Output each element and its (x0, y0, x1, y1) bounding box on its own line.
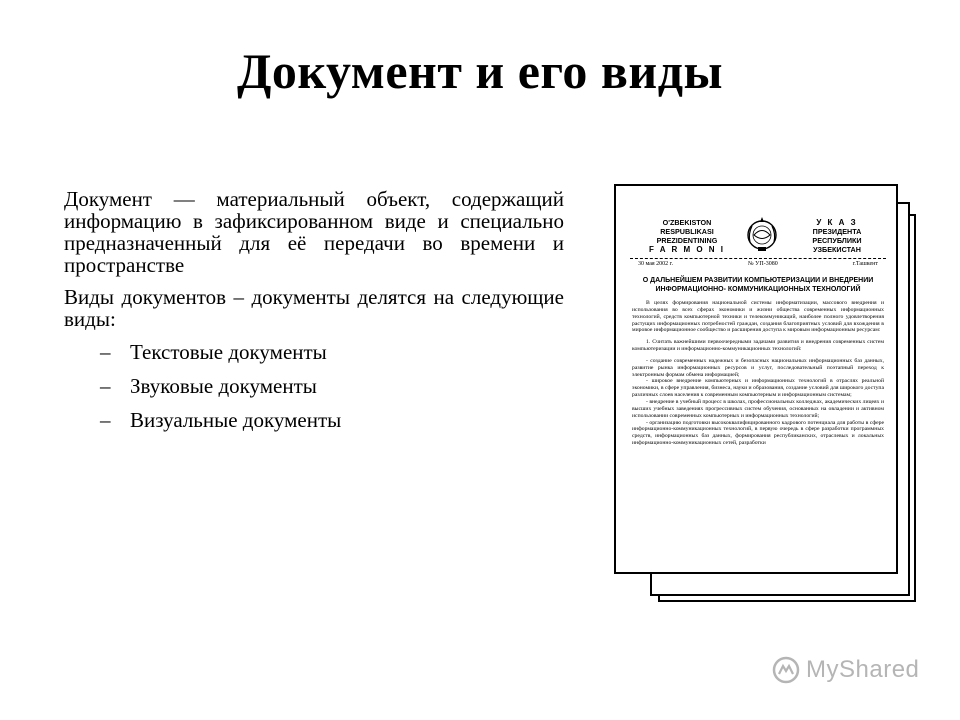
document-list-item: - организацию подготовки высококвалифицированного кадрового потенциала для работы в сфере информационно-коммуникационных технологий, в первую очередь в сфере разработки программных средств, информационных баз данных, формирования республиканских, отраслевых и локальных информационно-коммуникационных сетей, разработки (632, 419, 884, 447)
document-place: г.Ташкент (852, 261, 878, 267)
list-dash: – (100, 408, 111, 432)
header-line: ПРЕЗИДЕНТА (812, 227, 862, 236)
header-line: УЗБЕКИСТАН (813, 245, 861, 254)
myshared-logo-icon (772, 656, 800, 684)
document-body (632, 300, 884, 447)
list-item-label: Звуковые документы (130, 374, 317, 398)
definition-paragraph: Документ — материальный объект, содержащий информацию в зафиксированном виде и специально предназначенный для её передачи во времени и пространстве (64, 187, 564, 277)
header-line: RESPUBLIKASI (660, 227, 714, 236)
document-paragraph: В целях формирования национальной системы информатизации, массового внедрения и использования во всех сферах экономики и жизни общества современных информационных технологий, средств компьютерной техники и телекоммуникаций, наиболее полного удовлетворения растущих информационных потребностей граждан, создания благоприятных условий для вхождения в мировое информационное сообщество и расширения доступа к мировым информационным ресурсам: (632, 300, 884, 334)
document-meta (638, 260, 878, 268)
document-illustration (612, 184, 917, 604)
list-item (100, 340, 564, 364)
list-item (100, 408, 564, 432)
header-line: F A R M O N I (648, 245, 726, 254)
header-left-uzbek (646, 218, 728, 254)
document-date: 30 мая 2002 г. (638, 261, 673, 267)
header-line: РЕСПУБЛИКИ (812, 236, 862, 245)
header-divider (630, 258, 886, 259)
document-list-item: - создание современных надежных и безопасных национальных информационных баз данных, развитие рынка информационных ресурсов и услуг, последовательный поэтапный переход к электронным формам обмена информацией; (632, 357, 884, 378)
types-intro-paragraph: Виды документов – документы делятся на следующие виды: (64, 285, 564, 331)
document-title: О ДАЛЬНЕЙШЕМ РАЗВИТИИ КОМПЬЮТЕРИЗАЦИИ И ВНЕДРЕНИИ ИНФОРМАЦИОННО- КОММУНИКАЦИОННЫХ ТЕХНОЛОГИЙ (642, 277, 874, 293)
list-dash: – (100, 374, 111, 398)
list-item-label: Текстовые документы (130, 340, 327, 364)
decree-document-sheet (614, 184, 898, 574)
header-line: O'ZBEKISTON (662, 218, 712, 227)
slide-title: Документ и его виды (236, 43, 724, 99)
document-paragraph: 1. Считать важнейшими первоочередными задачами развития и внедрения современных систем компьютеризации и информационно-коммуникационных технологий: (632, 339, 884, 353)
list-item-label: Визуальные документы (130, 408, 342, 432)
document-header (626, 192, 890, 256)
document-list-item: - внедрение в учебный процесс в школах, профессиональных колледжах, академических лицеях и высших учебных заведениях прогрессивных систем обучения, основанных на овладении и активном использовании современных компьютерных и информационных технологий; (632, 398, 884, 419)
list-item (100, 374, 564, 398)
slide-body (64, 188, 564, 442)
myshared-watermark (772, 656, 919, 684)
document-list-item: - широкое внедрение компьютерных и информационных технологий в отраслях реальной экономики, в сфере управления, бизнеса, науки и образования, создание условий для широкого доступа различных слоев населения к современным компьютерным и информационным системам; (632, 378, 884, 399)
watermark-text: MyShared (806, 656, 920, 683)
header-right-russian (794, 218, 880, 254)
state-emblem-icon (744, 214, 780, 254)
document-types-list (64, 340, 564, 432)
list-dash: – (100, 340, 111, 364)
header-line: У К А З (816, 218, 858, 227)
header-line: PREZIDENTINING (656, 236, 718, 245)
document-number: № УП-3080 (747, 261, 778, 267)
